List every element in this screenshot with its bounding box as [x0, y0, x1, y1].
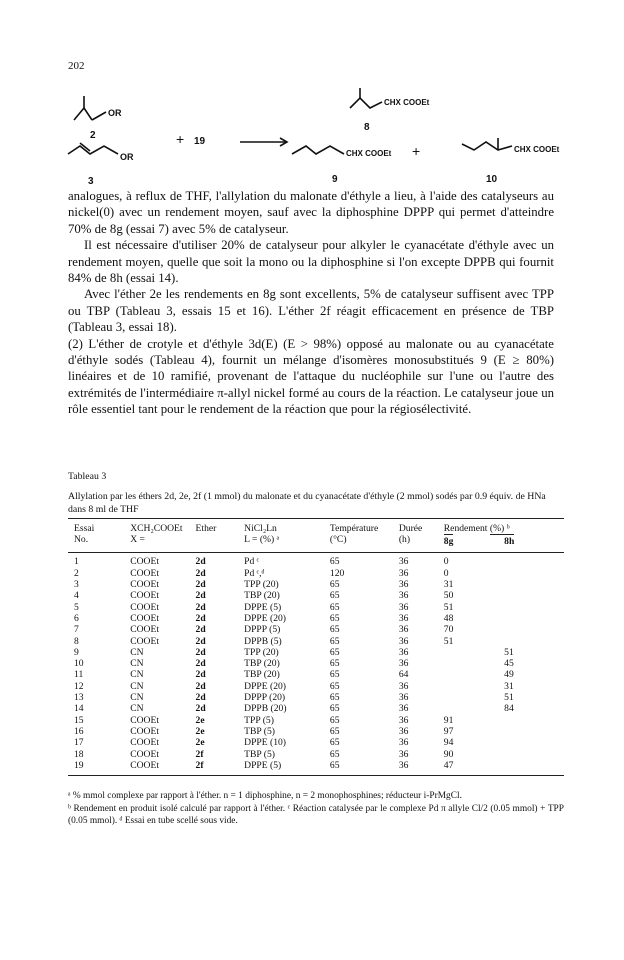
table-cell: 65 — [329, 714, 340, 726]
table-row — [68, 715, 564, 726]
table-cell: 3 — [74, 579, 79, 591]
table-cell: 2d — [195, 601, 206, 613]
table-cell: 1 — [74, 556, 79, 568]
table-row — [68, 613, 564, 624]
paragraph: analogues, à reflux de THF, l'allylation du malonate d'éthyle a lieu, à l'aide des catalyseurs au nickel(0) avec un rendement moyen, sauf avec la diphosphine DPPP qui permet d'atteindre 70% de 8g (essai 7) avec 5% de catalyseur. — [68, 189, 554, 236]
table-row — [68, 624, 564, 635]
table-cell: 65 — [329, 612, 340, 624]
table-cell: 31 — [504, 680, 514, 692]
table-cell: 50 — [443, 590, 454, 602]
table-cell — [444, 703, 490, 714]
table-cell: COOEt — [130, 714, 159, 726]
table-cell — [490, 726, 564, 737]
table-cell: DPPE (5) — [244, 601, 282, 613]
table-cell: COOEt — [130, 760, 195, 776]
page-number: 202 — [68, 60, 85, 72]
paragraph: Avec l'éther 2e les rendements en 8g sont excellents, 5% de catalyseur suffisent avec TPP ou TBP (Tableau 3, essais 15 et 16). L'éther 2f réagit efficacement en présence de TBP (Tableau 3, essai 18). — [68, 287, 554, 335]
table-row — [68, 658, 564, 669]
table-cell: DPPE (20) — [244, 612, 286, 624]
table-cell: COOEt — [130, 748, 159, 760]
table-cell: 36 — [398, 703, 409, 715]
plus-sign-1: + — [176, 131, 185, 147]
table-cell: 65 — [329, 748, 340, 760]
table-cell: 36 — [399, 760, 444, 776]
compound-2-or: OR — [108, 108, 122, 118]
table-cell: 6 — [74, 612, 79, 624]
table-cell: 2e — [195, 725, 205, 737]
label-9: 9 — [332, 174, 338, 185]
table-cell: 36 — [398, 590, 409, 602]
table-cell: TBP (5) — [244, 725, 275, 737]
table-cell: 65 — [329, 680, 340, 692]
table-cell: 15 — [74, 714, 84, 726]
table-cell: CN — [130, 680, 144, 692]
header-ether: Ether — [196, 519, 245, 535]
table-cell: COOEt — [130, 612, 159, 624]
table-cell — [490, 760, 564, 776]
table-cell: Pd ᶜ,ᵈ — [244, 567, 265, 579]
table-cell: 65 — [329, 556, 340, 568]
paragraph: Il est nécessaire d'utiliser 20% de catalyseur pour alkyler le cyanacétate d'éthyle avec un rendement moyen, quelle que soit la mono ou la diphosphine si l'on excepte DPPB qui fournit 84% de 8h (essai 14). — [68, 238, 554, 286]
table-cell: DPPE (10) — [244, 737, 286, 749]
table-cell: 18 — [74, 748, 84, 760]
table-cell: 12 — [74, 680, 84, 692]
table-cell: 2d — [195, 669, 206, 681]
table-cell: 65 — [329, 692, 340, 704]
table-cell: DPPP (5) — [244, 624, 281, 636]
table-cell: 65 — [322, 760, 399, 776]
table-cell: 2d — [195, 624, 206, 636]
header-l-pct: L = (%) ᵃ — [244, 534, 280, 546]
table-cell: 2e — [195, 714, 205, 726]
table-cell: TPP (20) — [244, 646, 279, 658]
table-cell: DPPE (20) — [244, 680, 286, 692]
table-cell: COOEt — [130, 556, 159, 568]
table-cell — [444, 658, 490, 669]
table-cell: 36 — [398, 601, 409, 613]
table-cell — [490, 579, 564, 590]
table-cell: TBP (5) — [244, 748, 275, 760]
table-cell: 2e — [195, 737, 205, 749]
label-8: 8 — [364, 122, 370, 133]
table-row — [68, 681, 564, 692]
footnotes — [68, 790, 564, 828]
table-cell: 51 — [504, 692, 514, 704]
table-cell — [490, 602, 564, 613]
table-row — [68, 579, 564, 590]
table-cell: CN — [130, 646, 144, 658]
table-cell: 8 — [74, 635, 79, 647]
table-cell: TPP (20) — [244, 579, 279, 591]
table-cell: 36 — [398, 612, 409, 624]
table-cell: 36 — [398, 748, 409, 760]
table-cell: COOEt — [130, 624, 159, 636]
table-cell: 36 — [398, 567, 409, 579]
table-cell: 36 — [398, 714, 409, 726]
table-row — [68, 590, 564, 601]
paragraph: (2) L'éther de crotyle et d'éthyle 3d(E) (E > 98%) opposé au malonate ou au cyanacétate d'éthyle sodés (Tableau 4), fournit un mélange d'isomères monosubstitués 9 (E ≥ 80%) linéaires et de 10 ramifié, provenant de l'attaque du nucléophile sur l'une ou l'autre des extrémités de l'intermédiaire π-allyl nickel formé au cours de la réaction. Le catalyseur joue un rôle essentiel tant pour le rendement de la réaction que pour la régiosélectivité. — [68, 336, 554, 417]
table-cell: 36 — [398, 725, 409, 737]
table-row — [68, 737, 564, 748]
table-cell: COOEt — [130, 601, 159, 613]
compound-3-or: OR — [120, 152, 134, 162]
table-cell: 36 — [398, 556, 409, 568]
table-cell: CN — [130, 658, 144, 670]
table-cell: DPPP (20) — [244, 692, 286, 704]
table-cell — [490, 748, 564, 759]
table-cell: 2d — [195, 590, 206, 602]
table-cell: 2 — [74, 567, 79, 579]
table-cell: 51 — [504, 646, 514, 658]
table-cell: 11 — [74, 669, 84, 681]
table-cell — [444, 647, 490, 658]
table-cell: 65 — [329, 658, 340, 670]
table-cell: 0 — [443, 556, 449, 568]
header-temp: Température — [322, 519, 399, 535]
table-row — [68, 635, 564, 646]
table-description: Allylation par les éthers 2d, 2e, 2f (1 mmol) du malonate et du cyanacétate d'éthyle (2 mmol) sodés par 0.9 équiv. de HNa dans 8 ml de THF — [68, 491, 546, 515]
table-cell: 65 — [329, 725, 340, 737]
table-cell: 2d — [195, 703, 206, 715]
table-row — [68, 692, 564, 703]
table-cell: COOEt — [130, 579, 159, 591]
compound-10-chx: CHX COOEt — [514, 145, 560, 154]
table-cell: 2f — [196, 760, 245, 776]
table-cell: COOEt — [130, 567, 159, 579]
header-rendement: Rendement (%) ᵇ — [444, 519, 564, 535]
table-cell: 10 — [74, 658, 84, 670]
table-cell: 120 — [329, 567, 345, 579]
table-cell: 2d — [195, 658, 206, 670]
table-cell: 97 — [443, 725, 454, 737]
table-cell: 65 — [329, 579, 340, 591]
compound-8-chx: CHX COOEt — [384, 98, 430, 107]
header-duree: Durée — [399, 519, 444, 535]
table-cell: 2d — [195, 556, 206, 568]
table-cell: TBP (20) — [244, 658, 280, 670]
table-cell: 2d — [195, 692, 206, 704]
table-cell — [444, 681, 490, 692]
plus-sign-2: + — [412, 143, 421, 159]
table-cell: COOEt — [130, 590, 159, 602]
table-cell: 48 — [443, 612, 454, 624]
table-body — [68, 553, 564, 776]
table-cell: 9 — [74, 646, 79, 658]
table-cell: 36 — [398, 658, 409, 670]
table-cell — [444, 692, 490, 703]
table-row — [68, 748, 564, 759]
reaction-scheme — [60, 86, 560, 186]
table-cell: 16 — [74, 725, 84, 737]
table-row — [68, 703, 564, 714]
table-cell: 2d — [195, 612, 206, 624]
table-cell: 65 — [329, 646, 340, 658]
table-cell: 65 — [329, 590, 340, 602]
table-cell — [490, 635, 564, 646]
table-cell: 2d — [195, 579, 206, 591]
header-nicl: NiCl₂Ln — [244, 519, 322, 535]
header-temp-unit: (°C) — [329, 534, 347, 546]
table-cell: 31 — [443, 579, 454, 591]
table-cell: CN — [130, 692, 144, 704]
results-table — [68, 518, 564, 776]
reagent-19: 19 — [194, 136, 206, 147]
table-row — [68, 726, 564, 737]
table-cell: 17 — [74, 737, 84, 749]
table-cell: 2f — [195, 748, 204, 760]
table-title: Tableau 3 — [68, 471, 107, 482]
table-cell: TBP (20) — [244, 669, 280, 681]
footnote: ᵃ % mmol complexe par rapport à l'éther. n = 1 diphosphine, n = 2 monophosphines; réducteur i-PrMgCl. — [68, 791, 462, 801]
table-cell — [490, 553, 564, 568]
table-cell — [490, 568, 564, 579]
table-cell: 45 — [504, 658, 514, 670]
compound-9-chx: CHX COOEt — [346, 149, 392, 158]
table-cell: COOEt — [130, 725, 159, 737]
table-cell: CN — [130, 703, 144, 715]
table-cell: 47 — [444, 760, 490, 776]
table-cell: DPPB (20) — [244, 703, 287, 715]
table-cell: DPPB (5) — [244, 635, 282, 647]
header-8h: 8h — [490, 534, 514, 547]
header-8g: 8g — [443, 536, 454, 548]
table-cell: 2d — [195, 567, 206, 579]
table-cell: 5 — [74, 601, 79, 613]
table-cell: 65 — [329, 601, 340, 613]
table-cell: 19 — [68, 760, 130, 776]
table-cell: 94 — [443, 737, 454, 749]
table-row — [68, 669, 564, 680]
table-cell: Pd ᶜ — [244, 556, 260, 568]
table-row — [68, 647, 564, 658]
table-row — [68, 553, 564, 568]
table-cell: CN — [130, 669, 144, 681]
label-3: 3 — [88, 176, 94, 186]
table-cell: 49 — [504, 669, 514, 681]
table-cell — [490, 624, 564, 635]
table-cell: 65 — [329, 737, 340, 749]
table-cell: 51 — [443, 635, 454, 647]
table-cell: DPPE (5) — [244, 760, 322, 776]
table-cell: 13 — [74, 692, 84, 704]
table-cell: 0 — [443, 567, 449, 579]
table-cell: 14 — [74, 703, 84, 715]
table-cell: 7 — [74, 624, 79, 636]
table-cell: COOEt — [130, 737, 159, 749]
table-row — [68, 602, 564, 613]
header-no: No. — [74, 534, 89, 546]
table-cell: 2d — [195, 635, 206, 647]
table-cell: 36 — [398, 635, 409, 647]
header-x-eq: X = — [130, 534, 145, 546]
header-essai: Essai — [68, 519, 130, 535]
table-cell: 2d — [195, 680, 206, 692]
header-xch: XCH₂COOEt — [130, 519, 195, 535]
table-cell: 84 — [504, 703, 514, 715]
footnote: ᵇ Rendement en produit isolé calculé par rapport à l'éther. ᶜ Réaction catalysée par le complexe Pd π allyle Cl/2 (0.05 mmol) + TPP (0.05 mmol). ᵈ Essai en tube scellé sous vide. — [68, 803, 564, 827]
label-2: 2 — [90, 130, 96, 141]
table-cell — [490, 715, 564, 726]
table-cell — [490, 613, 564, 624]
table-cell: 2d — [195, 646, 206, 658]
table-cell: 91 — [443, 714, 454, 726]
table-cell: 65 — [329, 703, 340, 715]
table-caption — [68, 470, 564, 516]
table-cell: 36 — [398, 646, 409, 658]
table-cell: 36 — [398, 680, 409, 692]
table-cell: 36 — [398, 579, 409, 591]
table-cell: 36 — [398, 692, 409, 704]
table-cell: 51 — [443, 601, 454, 613]
table-cell: COOEt — [130, 635, 159, 647]
table-cell — [490, 737, 564, 748]
table-cell: 36 — [398, 624, 409, 636]
table-cell: 65 — [329, 669, 340, 681]
body-text — [68, 188, 554, 418]
table-cell: 65 — [329, 635, 340, 647]
table-cell: TBP (20) — [244, 590, 280, 602]
table-cell — [444, 669, 490, 680]
header-duree-unit: (h) — [398, 534, 411, 546]
table-cell: 4 — [74, 590, 79, 602]
table-cell: 64 — [398, 669, 409, 681]
table-cell: 36 — [398, 737, 409, 749]
table-row — [68, 568, 564, 579]
table-cell: 90 — [443, 748, 454, 760]
compound-2-bonds — [74, 108, 92, 120]
table-row — [68, 760, 564, 776]
table-cell: 70 — [443, 624, 454, 636]
table-cell — [490, 590, 564, 601]
table-cell: 65 — [329, 624, 340, 636]
table-cell: TPP (5) — [244, 714, 274, 726]
label-10: 10 — [486, 174, 498, 185]
